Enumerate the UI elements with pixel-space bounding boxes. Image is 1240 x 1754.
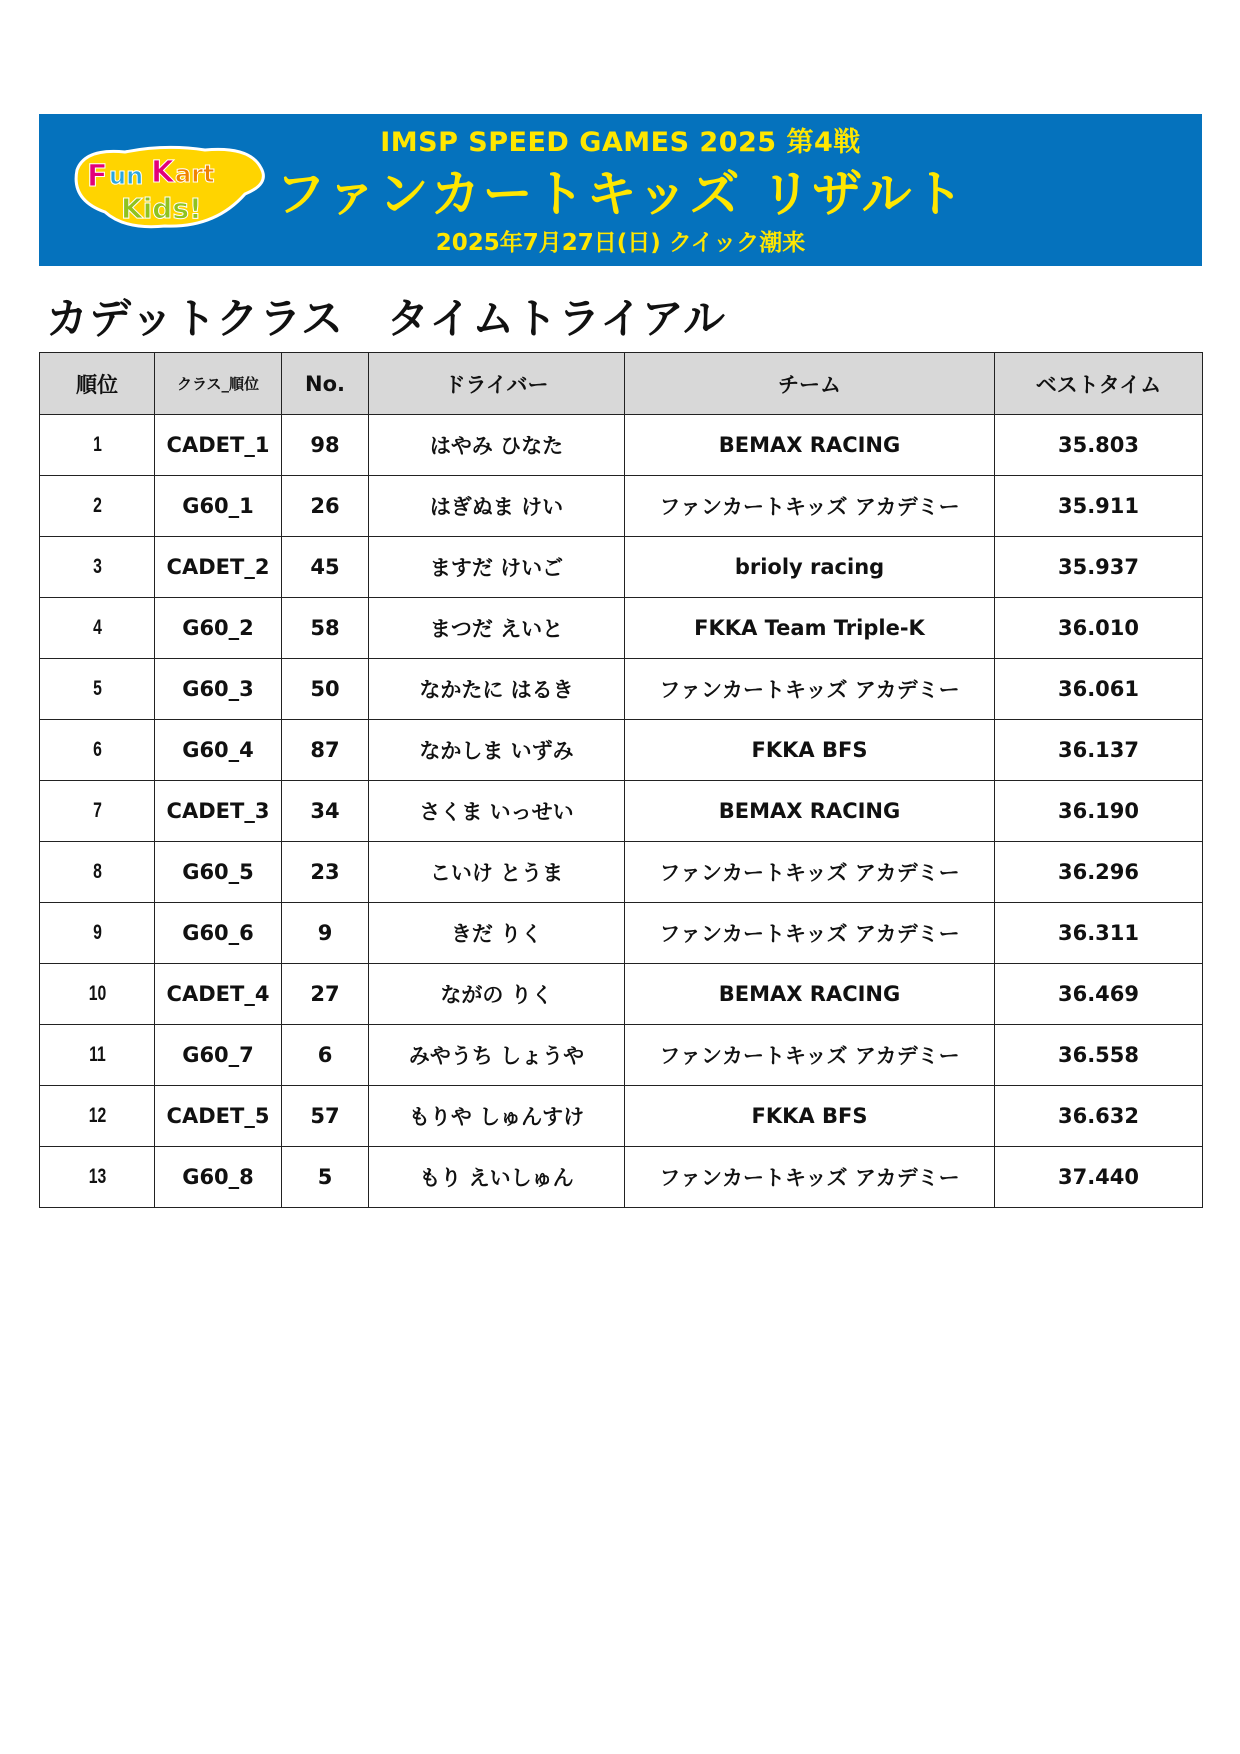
header-banner — [39, 114, 1202, 266]
header-number: No. — [282, 353, 369, 415]
kart-number-cell: 57 — [282, 1086, 369, 1147]
team-name-cell: FKKA Team Triple-K — [625, 598, 995, 659]
rank-cell: 4 — [54, 598, 140, 659]
class-rank-cell: CADET_2 — [155, 537, 282, 598]
driver-name-cell: なかたに はるき — [369, 659, 625, 720]
table-row — [40, 476, 1203, 537]
kart-number-cell: 6 — [282, 1025, 369, 1086]
table-row — [40, 1086, 1203, 1147]
kart-number-cell: 5 — [282, 1147, 369, 1208]
team-name-cell: ファンカートキッズ アカデミー — [625, 659, 995, 720]
table-row — [40, 781, 1203, 842]
team-name-cell: ファンカートキッズ アカデミー — [625, 842, 995, 903]
kart-number-cell: 23 — [282, 842, 369, 903]
driver-name-cell: まつだ えいと — [369, 598, 625, 659]
best-time-cell: 36.061 — [995, 659, 1203, 720]
driver-name-cell: ますだ けいご — [369, 537, 625, 598]
rank-cell: 10 — [54, 964, 140, 1025]
driver-name-cell: はやみ ひなた — [369, 415, 625, 476]
rank-cell: 2 — [54, 476, 140, 537]
table-row — [40, 903, 1203, 964]
kart-number-cell: 27 — [282, 964, 369, 1025]
header-rank: 順位 — [40, 353, 155, 415]
rank-cell: 5 — [54, 659, 140, 720]
class-rank-cell: G60_2 — [155, 598, 282, 659]
class-rank-cell: G60_6 — [155, 903, 282, 964]
table-row — [40, 1147, 1203, 1208]
table-row — [40, 537, 1203, 598]
rank-cell: 12 — [54, 1086, 140, 1147]
rank-cell: 6 — [54, 720, 140, 781]
table-row — [40, 964, 1203, 1025]
team-name-cell: BEMAX RACING — [625, 415, 995, 476]
best-time-cell: 36.469 — [995, 964, 1203, 1025]
rank-cell: 8 — [54, 842, 140, 903]
header-class-rank: クラス_順位 — [155, 353, 282, 415]
table-header-row — [40, 353, 1203, 415]
rank-cell: 9 — [54, 903, 140, 964]
rank-cell: 11 — [54, 1025, 140, 1086]
kart-number-cell: 34 — [282, 781, 369, 842]
best-time-cell: 35.803 — [995, 415, 1203, 476]
team-name-cell: BEMAX RACING — [625, 964, 995, 1025]
best-time-cell: 36.296 — [995, 842, 1203, 903]
table-row — [40, 720, 1203, 781]
svg-text:K: K — [151, 155, 175, 190]
class-rank-cell: CADET_3 — [155, 781, 282, 842]
driver-name-cell: こいけ とうま — [369, 842, 625, 903]
team-name-cell: brioly racing — [625, 537, 995, 598]
class-rank-cell: CADET_5 — [155, 1086, 282, 1147]
rank-cell: 3 — [54, 537, 140, 598]
page-title: ファンカートキッズ リザルト — [275, 165, 966, 223]
event-name: IMSP SPEED GAMES 2025 第4戦 — [380, 127, 861, 158]
driver-name-cell: なかしま いずみ — [369, 720, 625, 781]
results-body — [40, 415, 1203, 1208]
team-name-cell: ファンカートキッズ アカデミー — [625, 1025, 995, 1086]
kart-number-cell: 87 — [282, 720, 369, 781]
best-time-cell: 35.911 — [995, 476, 1203, 537]
team-name-cell: ファンカートキッズ アカデミー — [625, 476, 995, 537]
rank-cell: 7 — [54, 781, 140, 842]
class-rank-cell: G60_7 — [155, 1025, 282, 1086]
driver-name-cell: みやうち しょうや — [369, 1025, 625, 1086]
best-time-cell: 36.558 — [995, 1025, 1203, 1086]
best-time-cell: 36.010 — [995, 598, 1203, 659]
header-driver: ドライバー — [369, 353, 625, 415]
team-name-cell: FKKA BFS — [625, 720, 995, 781]
class-rank-cell: G60_5 — [155, 842, 282, 903]
table-row — [40, 1025, 1203, 1086]
class-rank-cell: G60_1 — [155, 476, 282, 537]
kart-number-cell: 9 — [282, 903, 369, 964]
kart-number-cell: 58 — [282, 598, 369, 659]
class-rank-cell: G60_4 — [155, 720, 282, 781]
event-date-venue: 2025年7月27日(日) クイック潮来 — [435, 230, 806, 256]
svg-text:art: art — [175, 160, 215, 188]
class-rank-cell: G60_3 — [155, 659, 282, 720]
best-time-cell: 36.632 — [995, 1086, 1203, 1147]
driver-name-cell: もり えいしゅん — [369, 1147, 625, 1208]
class-rank-cell: G60_8 — [155, 1147, 282, 1208]
driver-name-cell: はぎぬま けい — [369, 476, 625, 537]
driver-name-cell: もりや しゅんすけ — [369, 1086, 625, 1147]
team-name-cell: ファンカートキッズ アカデミー — [625, 903, 995, 964]
svg-text:F: F — [87, 159, 108, 194]
best-time-cell: 36.190 — [995, 781, 1203, 842]
best-time-cell: 37.440 — [995, 1147, 1203, 1208]
results-table — [39, 352, 1203, 1208]
header-team: チーム — [625, 353, 995, 415]
driver-name-cell: きだ りく — [369, 903, 625, 964]
svg-text:un: un — [109, 162, 144, 190]
rank-cell: 1 — [54, 415, 140, 476]
kart-number-cell: 45 — [282, 537, 369, 598]
best-time-cell: 36.137 — [995, 720, 1203, 781]
svg-text:Kids!: Kids! — [121, 192, 202, 225]
driver-name-cell: ながの りく — [369, 964, 625, 1025]
table-row — [40, 659, 1203, 720]
kart-number-cell: 50 — [282, 659, 369, 720]
team-name-cell: ファンカートキッズ アカデミー — [625, 1147, 995, 1208]
driver-name-cell: さくま いっせい — [369, 781, 625, 842]
table-row — [40, 598, 1203, 659]
rank-cell: 13 — [54, 1147, 140, 1208]
kart-number-cell: 98 — [282, 415, 369, 476]
team-name-cell: BEMAX RACING — [625, 781, 995, 842]
section-title: カデットクラス タイムトライアル — [46, 294, 727, 343]
best-time-cell: 36.311 — [995, 903, 1203, 964]
table-row — [40, 415, 1203, 476]
best-time-cell: 35.937 — [995, 537, 1203, 598]
table-row — [40, 842, 1203, 903]
kart-number-cell: 26 — [282, 476, 369, 537]
team-name-cell: FKKA BFS — [625, 1086, 995, 1147]
class-rank-cell: CADET_4 — [155, 964, 282, 1025]
header-best-time: ベストタイム — [995, 353, 1203, 415]
class-rank-cell: CADET_1 — [155, 415, 282, 476]
